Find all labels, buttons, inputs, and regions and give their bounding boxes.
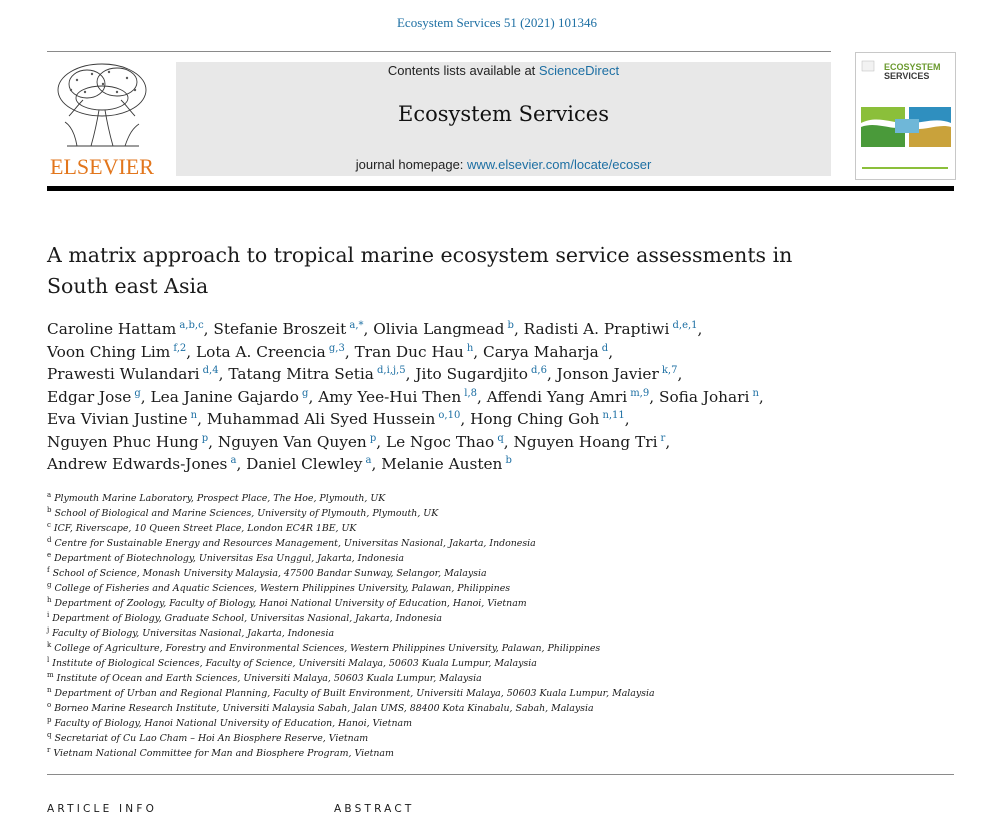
affiliation-text: Secretariat of Cu Lao Cham – Hoi An Biosphere Reserve, Vietnam [54, 733, 369, 744]
affiliation-text: Department of Urban and Regional Planning, Faculty of Built Environment, Universiti Malaya, 50603 Kuala Lumpur, Malaysia [54, 688, 655, 699]
affiliation-item [47, 701, 947, 716]
section-rule [47, 774, 954, 775]
affiliation-key: b [47, 506, 52, 514]
author-name[interactable]: Affendi Yang Amri [486, 387, 628, 406]
journal-citation-text[interactable]: Ecosystem Services 51 (2021) 101346 [396, 15, 598, 30]
affiliation-key: h [47, 596, 52, 604]
author-affiliation-marker[interactable]: n [752, 387, 759, 399]
author-list: Caroline Hattam $^{a,b,c}$, Stefanie Broszeit $^{a,*}$, Olivia Langmead $^b$, Radisti A. Praptiwi $^{d,e,1}$, Voon Ching Lim $^{f,2}$, Lota A. Creencia $^{g,3}$, Tran Duc Hau $^h$, Carya Maharja $^d$, Prawesti Wulandari $^{d,4}$, Tatang Mitra Setia $^{d,i,j,5}$, Jito Sugardjito $^{d,6}$, Jonson Javier $^{k,7}$, Edgar Jose $^g$, Lea Janine Gajardo $^g$, Amy Yee-Hui Then $^{l,8}$, Affendi Yang Amri $^{m,9}$, Sofia Johari $^n$, Eva Vivian Justine $^n$, Muhammad Ali Syed Hussein $^{o,10}$, Hong Ching Goh $^{n,11}$, Nguyen Phuc Hung $^p$, Nguyen Van Quyen $^p$, Le Ngoc Thao $^q$, Nguyen Hoang Tri $^r$, Andrew Edwards-Jones $^a$, Daniel Clewley $^a$, Melanie Austen $^b$ [47, 320, 764, 473]
homepage-line [176, 157, 831, 172]
affiliation-item [47, 551, 947, 566]
affiliation-item [47, 686, 947, 701]
affiliation-text: Department of Biotechnology, Universitas Esa Unggul, Jakarta, Indonesia [54, 553, 405, 564]
author-affiliation-marker[interactable]: d,6 [530, 365, 547, 376]
author-name[interactable]: Prawesti Wulandari [47, 365, 200, 383]
author-affiliation-marker[interactable]: h [466, 342, 474, 354]
affiliation-key: r [47, 746, 51, 754]
affiliation-text: School of Biological and Marine Sciences, University of Plymouth, Plymouth, UK [54, 508, 439, 519]
author-affiliation-marker[interactable]: g [134, 387, 141, 399]
homepage-prefix: journal homepage: [355, 157, 468, 172]
author-affiliation-marker[interactable]: d,i,j,5 [376, 365, 406, 376]
cover-title [884, 63, 941, 81]
author-affiliation-marker[interactable]: g [302, 387, 309, 399]
affiliation-key: p [47, 716, 52, 724]
author-affiliation-marker[interactable]: o,10 [438, 410, 461, 421]
author-affiliation-marker[interactable]: a,* [349, 320, 364, 331]
journal-title: Ecosystem Services [397, 102, 609, 126]
journal-citation[interactable] [0, 15, 994, 31]
affiliation-item [47, 731, 947, 746]
affiliation-text: Plymouth Marine Laboratory, Prospect Place, The Hoe, Plymouth, UK [54, 493, 386, 504]
affiliation-text: Vietnam National Committee for Man and Biosphere Program, Vietnam [53, 748, 394, 759]
affiliation-key: m [47, 671, 54, 679]
author-affiliation-marker[interactable]: l,8 [464, 387, 478, 399]
header-rule [47, 51, 831, 52]
author-affiliation-marker[interactable]: g,3 [328, 342, 345, 354]
affiliation-key: c [47, 521, 51, 529]
journal-cover-thumbnail[interactable] [855, 52, 956, 180]
affiliation-item [47, 641, 947, 656]
affiliation-key: e [47, 551, 52, 559]
affiliation-item [47, 581, 947, 596]
masthead-rule [47, 186, 954, 191]
author-affiliation-marker[interactable]: a,b,c [179, 320, 204, 331]
affiliation-text: Faculty of Biology, Hanoi National University of Education, Hanoi, Vietnam [54, 718, 412, 729]
author-name[interactable]: Nguyen Van Quyen [217, 432, 367, 451]
affiliation-key: i [47, 611, 50, 619]
affiliation-key: o [47, 701, 52, 709]
author-affiliation-marker[interactable]: a [230, 455, 237, 466]
affiliation-list [47, 491, 947, 761]
author-name[interactable]: Tatang Mitra Setia [228, 365, 374, 383]
affiliation-key: g [47, 581, 52, 589]
affiliation-key: q [47, 731, 52, 739]
affiliation-item [47, 506, 947, 521]
author-name[interactable]: Melanie Austen [381, 455, 503, 473]
author-name[interactable]: Muhammad Ali Syed Hussein [206, 410, 436, 428]
affiliation-text: Faculty of Biology, Universitas Nasional, Jakarta, Indonesia [52, 628, 335, 639]
author-name[interactable]: Carya Maharja [483, 342, 599, 361]
author-affiliation-marker[interactable]: r [660, 432, 666, 444]
publisher-wordmark: ELSEVIER [50, 154, 154, 179]
author-affiliation-marker[interactable]: p [201, 432, 209, 444]
affiliation-key: f [47, 566, 50, 574]
sciencedirect-link[interactable]: ScienceDirect [538, 63, 620, 78]
affiliation-key: a [47, 491, 52, 499]
author-name[interactable]: Daniel Clewley [246, 455, 363, 473]
affiliation-key: j [47, 626, 50, 634]
author-affiliation-marker[interactable]: p [369, 432, 377, 444]
author-affiliation-marker[interactable]: k,7 [661, 365, 678, 376]
author-name[interactable]: Voon Ching Lim [47, 342, 171, 361]
affiliation-item [47, 746, 947, 761]
article-title: A matrix approach to tropical marine ecosystem service assessments in South east Asia [47, 243, 793, 298]
author-affiliation-marker[interactable]: n [190, 410, 198, 421]
affiliation-text: College of Agriculture, Forestry and Environmental Sciences, Western Philippines University, Palawan, Philippines [54, 643, 601, 654]
author-affiliation-marker[interactable]: d,e,1 [672, 320, 698, 331]
affiliation-item [47, 536, 947, 551]
author-name[interactable]: Jito Sugardjito [415, 365, 528, 383]
article-info-heading: ARTICLE INFO [47, 803, 158, 815]
affiliation-text: School of Science, Monash University Malaysia, 47500 Bandar Sunway, Selangor, Malaysia [52, 568, 487, 579]
author-name[interactable]: Caroline Hattam [47, 320, 177, 338]
author-name[interactable]: Lota A. Creencia [195, 342, 326, 361]
affiliation-text: ICF, Riverscape, 10 Queen Street Place, London EC4R 1BE, UK [53, 523, 357, 534]
affiliation-text: Department of Zoology, Faculty of Biology, Hanoi National University of Education, Hanoi, Vietnam [54, 598, 527, 609]
affiliation-item [47, 566, 947, 581]
author-affiliation-marker[interactable]: q [497, 432, 504, 444]
author-name[interactable]: Jonson Javier [556, 365, 659, 383]
author-name[interactable]: Tran Duc Hau [354, 342, 464, 361]
affiliation-item [47, 611, 947, 626]
author-affiliation-marker[interactable]: b [507, 320, 514, 331]
author-name[interactable]: Sofia Johari [658, 387, 750, 406]
author-affiliation-marker[interactable]: f,2 [173, 342, 187, 354]
affiliation-item [47, 491, 947, 506]
author-name[interactable]: Edgar Jose [47, 387, 132, 406]
affiliation-key: d [47, 536, 52, 544]
affiliation-text: College of Fisheries and Aquatic Sciences, Western Philippines University, Palawan, Philippines [54, 583, 511, 594]
cover-title-line2: SERVICES [884, 71, 930, 81]
affiliation-item [47, 656, 947, 671]
author-affiliation-marker[interactable]: a [365, 455, 372, 466]
author-name[interactable]: Amy Yee-Hui Then [318, 387, 462, 406]
affiliation-item [47, 521, 947, 536]
author-affiliation-marker[interactable]: b [505, 455, 512, 466]
author-affiliation-marker[interactable]: d,4 [202, 365, 219, 376]
cover-title-line1: ECOSYSTEM [884, 62, 941, 72]
affiliation-item [47, 596, 947, 611]
author-name[interactable]: Stefanie Broszeit [213, 320, 347, 338]
author-name[interactable]: Hong Ching Goh [470, 410, 600, 428]
author-name[interactable]: Nguyen Phuc Hung [47, 432, 199, 451]
affiliation-text: Institute of Ocean and Earth Sciences, Universiti Malaya, 50603 Kuala Lumpur, Malaysia [56, 673, 482, 684]
author-name[interactable]: Le Ngoc Thao [385, 432, 495, 451]
affiliation-item [47, 716, 947, 731]
author-name[interactable]: Nguyen Hoang Tri [513, 432, 658, 451]
affiliation-text: Borneo Marine Research Institute, Universiti Malaysia Sabah, Jalan UMS, 88400 Kota Kinabalu, Sabah, Malaysia [54, 703, 594, 714]
author-name[interactable]: Olivia Langmead [373, 320, 505, 338]
affiliation-text: Department of Biology, Graduate School, Universitas Nasional, Jakarta, Indonesia [52, 613, 442, 624]
affiliation-item [47, 671, 947, 686]
contents-prefix: Contents lists available at [387, 63, 539, 78]
affiliation-text: Centre for Sustainable Energy and Resources Management, Universitas Nasional, Jakarta, Indonesia [54, 538, 536, 549]
author-name[interactable]: Radisti A. Praptiwi [523, 320, 670, 338]
author-name[interactable]: Eva Vivian Justine [47, 410, 188, 428]
affiliation-text: Institute of Biological Sciences, Faculty of Science, Universiti Malaya, 50603 Kuala Lumpur, Malaysia [52, 658, 537, 669]
affiliation-item [47, 626, 947, 641]
author-affiliation-marker[interactable]: n,11 [602, 410, 625, 421]
affiliation-key: n [47, 686, 52, 694]
affiliation-key: l [47, 656, 50, 664]
author-name[interactable]: Andrew Edwards-Jones [47, 455, 228, 473]
journal-masthead [176, 62, 831, 176]
author-affiliation-marker[interactable]: m,9 [630, 387, 650, 399]
author-affiliation-marker[interactable]: d [601, 342, 609, 354]
affiliation-key: k [47, 641, 52, 649]
journal-homepage-link[interactable]: www.elsevier.com/locate/ecoser [467, 157, 652, 172]
author-name[interactable]: Lea Janine Gajardo [150, 387, 299, 406]
abstract-heading: ABSTRACT [334, 803, 415, 815]
contents-line [176, 63, 831, 78]
